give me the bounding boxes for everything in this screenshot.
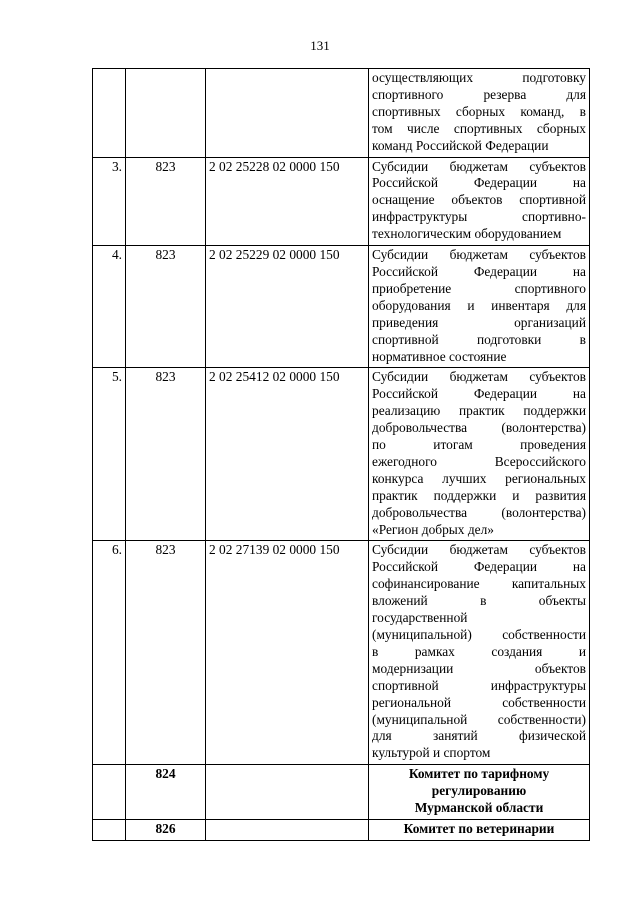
revenue-name-line: спортивной инфраструктуры bbox=[372, 677, 586, 693]
budget-classification-code: 2 02 25412 02 0000 150 bbox=[206, 368, 369, 541]
revenue-name-line: технологическим оборудованием bbox=[372, 226, 562, 242]
admin-header-row bbox=[93, 765, 590, 820]
row-number: 3. bbox=[93, 157, 126, 246]
admin-code: 824 bbox=[126, 765, 206, 820]
row-number bbox=[93, 819, 126, 840]
revenue-name-line: региональной собственности bbox=[372, 694, 586, 710]
revenue-name-line: оборудования и инвентаря для bbox=[372, 297, 586, 313]
admin-name-line: регулированию bbox=[431, 783, 527, 799]
revenue-name-line: Субсидии бюджетам субъектов bbox=[372, 158, 586, 174]
row-number bbox=[93, 69, 126, 158]
revenue-name-line: спортивного резерва для bbox=[372, 86, 586, 102]
revenue-name bbox=[369, 368, 590, 541]
admin-code: 823 bbox=[126, 157, 206, 246]
revenue-name-line: в рамках создания и bbox=[372, 643, 586, 659]
table-row bbox=[93, 157, 590, 246]
table-row bbox=[93, 69, 590, 158]
revenue-name-line: Российской Федерации на bbox=[372, 175, 586, 191]
admin-code: 823 bbox=[126, 541, 206, 765]
revenue-name-line: «Регион добрых дел» bbox=[372, 521, 494, 537]
budget-classification-code: 2 02 25228 02 0000 150 bbox=[206, 157, 369, 246]
revenue-name-line: реализацию практик поддержки bbox=[372, 403, 586, 419]
budget-classification-code bbox=[206, 765, 369, 820]
budget-revenue-table bbox=[92, 68, 590, 841]
revenue-name-line: осуществляющих подготовку bbox=[372, 70, 586, 85]
revenue-name-line: вложений в объекты bbox=[372, 593, 586, 609]
budget-classification-code bbox=[206, 819, 369, 840]
revenue-name bbox=[369, 69, 590, 158]
revenue-name-line: государственной bbox=[372, 610, 468, 626]
revenue-name-line: культурой и спортом bbox=[372, 745, 491, 761]
revenue-name-line: модернизации объектов bbox=[372, 660, 586, 676]
revenue-name-line: приведения организаций bbox=[372, 314, 586, 330]
row-number: 6. bbox=[93, 541, 126, 765]
row-number: 5. bbox=[93, 368, 126, 541]
revenue-name-line: Субсидии бюджетам субъектов bbox=[372, 369, 586, 385]
revenue-name-line: ежегодного Всероссийского bbox=[372, 453, 586, 469]
revenue-name-line: добровольчества (волонтерства) bbox=[372, 420, 586, 436]
admin-name-line: Комитет по тарифному bbox=[408, 766, 550, 782]
revenue-name-line: приобретение спортивного bbox=[372, 280, 586, 296]
admin-name bbox=[369, 765, 590, 820]
budget-classification-code bbox=[206, 69, 369, 158]
admin-code: 826 bbox=[126, 819, 206, 840]
row-number: 4. bbox=[93, 246, 126, 368]
revenue-name-line: софинансирование капитальных bbox=[372, 576, 586, 592]
row-number bbox=[93, 765, 126, 820]
revenue-name-line: (муниципальной) собственности bbox=[372, 627, 586, 642]
admin-name-line: Мурманской области bbox=[414, 800, 544, 816]
revenue-name-line: оснащение объектов спортивной bbox=[372, 192, 586, 208]
revenue-name-line: по итогам проведения bbox=[372, 437, 586, 453]
revenue-name-line: добровольчества (волонтерства) bbox=[372, 504, 586, 520]
revenue-name-line: команд Российской Федерации bbox=[372, 137, 549, 153]
admin-name-line: Комитет по ветеринарии bbox=[403, 820, 555, 836]
revenue-name-line: Субсидии бюджетам субъектов bbox=[372, 542, 586, 558]
budget-classification-code: 2 02 25229 02 0000 150 bbox=[206, 246, 369, 368]
revenue-name-line: конкурса лучших региональных bbox=[372, 470, 586, 486]
revenue-name-line: Российской Федерации на bbox=[372, 559, 586, 575]
revenue-name-line: для занятий физической bbox=[372, 728, 586, 744]
revenue-name bbox=[369, 246, 590, 368]
revenue-name-line: спортивной подготовки в bbox=[372, 331, 586, 347]
revenue-name-line: Субсидии бюджетам субъектов bbox=[372, 247, 586, 263]
admin-header-row bbox=[93, 819, 590, 840]
page-number: 131 bbox=[310, 38, 330, 53]
revenue-name-line: Российской Федерации на bbox=[372, 386, 586, 402]
table-row bbox=[93, 368, 590, 541]
budget-classification-code: 2 02 27139 02 0000 150 bbox=[206, 541, 369, 765]
admin-code: 823 bbox=[126, 368, 206, 541]
admin-code bbox=[126, 69, 206, 158]
revenue-name bbox=[369, 157, 590, 246]
revenue-name-line: спортивных сборных команд, в bbox=[372, 103, 586, 119]
revenue-name-line: нормативное состояние bbox=[372, 348, 507, 364]
revenue-name-line: том числе спортивных сборных bbox=[372, 120, 586, 136]
table-row bbox=[93, 541, 590, 765]
revenue-name-line: (муниципальной собственности) bbox=[372, 711, 586, 727]
revenue-name bbox=[369, 541, 590, 765]
admin-name bbox=[369, 819, 590, 840]
revenue-name-line: инфраструктуры спортивно- bbox=[372, 209, 586, 225]
admin-code: 823 bbox=[126, 246, 206, 368]
table-row bbox=[93, 246, 590, 368]
revenue-name-line: Российской Федерации на bbox=[372, 263, 586, 279]
revenue-name-line: практик поддержки и развития bbox=[372, 487, 586, 503]
